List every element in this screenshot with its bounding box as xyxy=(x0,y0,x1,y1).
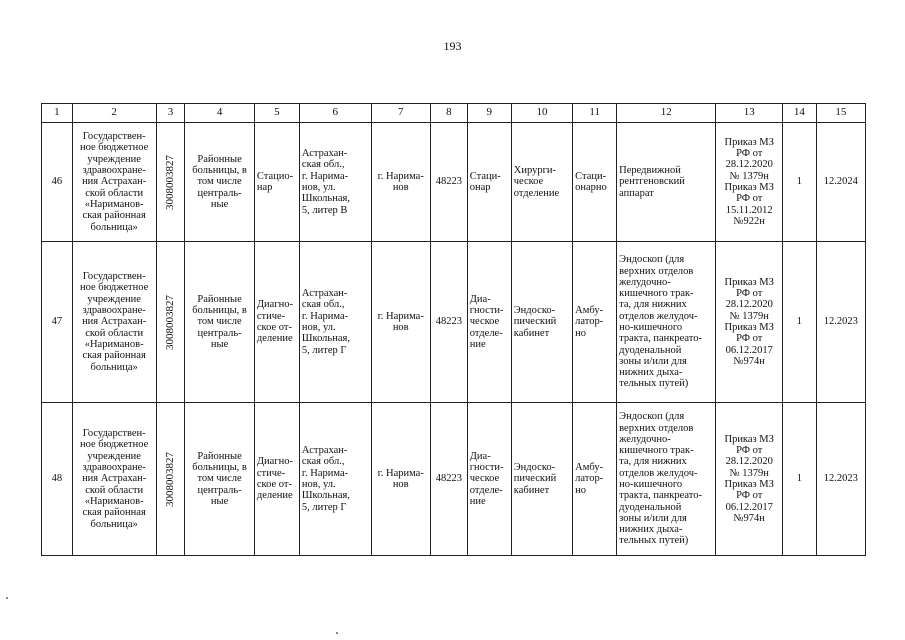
regulatory-order: Приказ МЗ РФ от 28.12.2020 № 1379н Приказ МЗ РФ от 06.12.2017 №974н xyxy=(716,403,783,556)
department: Диа- гности- ческое отделе- ние xyxy=(467,242,511,403)
department: Диа- гности- ческое отделе- ние xyxy=(467,403,511,556)
care-mode: Амбу- латор- но xyxy=(573,242,617,403)
column-header: 6 xyxy=(299,104,371,123)
quantity: 1 xyxy=(782,123,816,242)
regulatory-order: Приказ МЗ РФ от 28.12.2020 № 1379н Приказ МЗ РФ от 15.11.2012 №922н xyxy=(716,123,783,242)
column-header: 7 xyxy=(371,104,430,123)
column-header: 2 xyxy=(72,104,156,123)
table-row xyxy=(42,403,866,556)
subdivision-kind: Стацио- нар xyxy=(254,123,299,242)
equipment-name: Эндоскоп (для верхних отделов желудочно- кишечного трак- та, для нижних отделов желудоч- но-кишечного тракта, панкреато- дуоденальной зоны и/или для нижних дыха- тельных путей) xyxy=(617,403,716,556)
column-header: 4 xyxy=(185,104,255,123)
city: г. Нарима- нов xyxy=(371,403,430,556)
unit: Хирурги- ческое отделение xyxy=(511,123,572,242)
column-header: 1 xyxy=(42,104,73,123)
city: г. Нарима- нов xyxy=(371,123,430,242)
page-number: 193 xyxy=(443,39,462,53)
column-header: 15 xyxy=(816,104,865,123)
table-row xyxy=(42,123,866,242)
organization-code: 3008003827 xyxy=(163,154,176,210)
column-header: 12 xyxy=(617,104,716,123)
header-row xyxy=(42,104,866,123)
okato-code: 48223 xyxy=(430,403,467,556)
delivery-date: 12.2023 xyxy=(816,242,865,403)
unit: Эндоско- пический кабинет xyxy=(511,242,572,403)
okato-code: 48223 xyxy=(430,123,467,242)
row-number: 47 xyxy=(42,242,73,403)
table-row xyxy=(42,242,866,403)
scan-speck xyxy=(336,632,338,634)
subdivision-kind: Диагно- стиче- ское от- деление xyxy=(254,403,299,556)
column-header: 3 xyxy=(156,104,185,123)
equipment-name: Передвижной рентгеновский аппарат xyxy=(617,123,716,242)
row-number: 46 xyxy=(42,123,73,242)
scan-speck xyxy=(6,597,8,599)
organization-name: Государствен- ное бюджетное учреждение здравоохране- ния Астрахан- ской области «Нариманов- ская районная больница» xyxy=(72,242,156,403)
column-header: 14 xyxy=(782,104,816,123)
equipment-table xyxy=(41,103,866,556)
address: Астрахан- ская обл., г. Нарима- нов, ул. Школьная, 5, литер В xyxy=(299,123,371,242)
facility-type: Районные больницы, в том числе централь- ные xyxy=(185,123,255,242)
column-header: 8 xyxy=(430,104,467,123)
organization-code-cell xyxy=(156,242,185,403)
facility-type: Районные больницы, в том числе централь- ные xyxy=(185,403,255,556)
column-header: 5 xyxy=(254,104,299,123)
subdivision-kind: Диагно- стиче- ское от- деление xyxy=(254,242,299,403)
organization-code-cell xyxy=(156,123,185,242)
care-mode: Стаци- онарно xyxy=(573,123,617,242)
column-header: 13 xyxy=(716,104,783,123)
quantity: 1 xyxy=(782,242,816,403)
care-mode: Амбу- латор- но xyxy=(573,403,617,556)
delivery-date: 12.2023 xyxy=(816,403,865,556)
row-number: 48 xyxy=(42,403,73,556)
city: г. Нарима- нов xyxy=(371,242,430,403)
address: Астрахан- ская обл., г. Нарима- нов, ул. Школьная, 5, литер Г xyxy=(299,403,371,556)
column-header: 10 xyxy=(511,104,572,123)
organization-name: Государствен- ное бюджетное учреждение здравоохране- ния Астрахан- ской области «Нариманов- ская районная больница» xyxy=(72,123,156,242)
facility-type: Районные больницы, в том числе централь- ные xyxy=(185,242,255,403)
organization-code-cell xyxy=(156,403,185,556)
equipment-name: Эндоскоп (для верхних отделов желудочно- кишечного трак- та, для нижних отделов желудоч- но-кишечного тракта, панкреато- дуоденальной зоны и/или для нижних дыха- тельных путей) xyxy=(617,242,716,403)
department: Стаци- онар xyxy=(467,123,511,242)
column-header: 11 xyxy=(573,104,617,123)
address: Астрахан- ская обл., г. Нарима- нов, ул. Школьная, 5, литер Г xyxy=(299,242,371,403)
regulatory-order: Приказ МЗ РФ от 28.12.2020 № 1379н Приказ МЗ РФ от 06.12.2017 №974н xyxy=(716,242,783,403)
organization-name: Государствен- ное бюджетное учреждение здравоохране- ния Астрахан- ской области «Нариманов- ская районная больница» xyxy=(72,403,156,556)
unit: Эндоско- пический кабинет xyxy=(511,403,572,556)
okato-code: 48223 xyxy=(430,242,467,403)
column-header: 9 xyxy=(467,104,511,123)
organization-code: 3008003827 xyxy=(163,294,176,350)
quantity: 1 xyxy=(782,403,816,556)
delivery-date: 12.2024 xyxy=(816,123,865,242)
organization-code: 3008003827 xyxy=(163,451,176,507)
